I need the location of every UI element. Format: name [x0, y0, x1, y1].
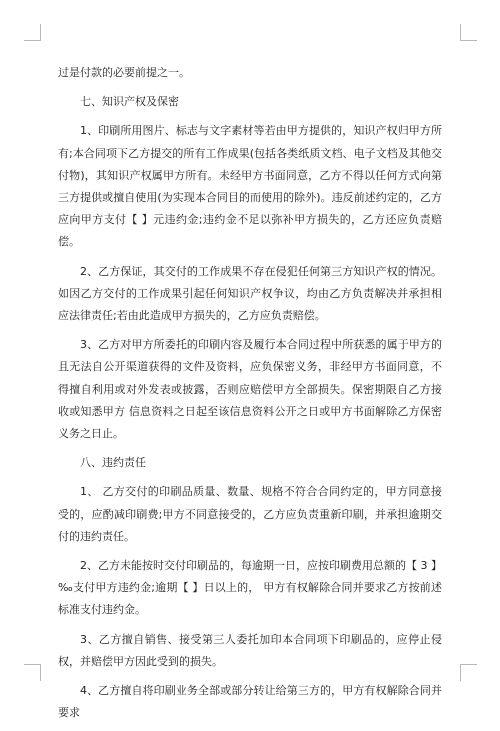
paragraph-ip-1: 1、印刷所用图片、标志与文字素材等若由甲方提供的，知识产权归甲方所有;本合同项下乙方提交的所有工作成果(包括各类纸质文档、电子文档及其他交付物)，其知识产权属甲方所有。未经甲方书面同意，乙方不得以任何方式向第三方提供或擅自使用(为实现本合同目的而使用的除外)。违反前述约定的，乙方应向甲方支付【 】元违约金;违约金不足以弥补甲方损失的，乙方还应负责赔偿。 [58, 124, 442, 249]
section-heading-liability: 八、违约责任 [80, 456, 146, 470]
paragraph-ip-3: 3、乙方对甲方所委托的印刷内容及履行本合同过程中所获悉的属于甲方的且无法自公开渠道获得的文件及资料，应负保密义务，非经甲方书面同意，不得擅自利用或对外发表或披露，否则应赔偿甲方全部损失。保密期限自乙方接收或知悉甲方 信息资料之日起至该信息资料公开之日或甲方书面解除乙方保密义务之日止。 [58, 338, 442, 441]
crop-mark-top-left [24, 24, 41, 41]
paragraph-liability-2: 2、乙方未能按时交付印刷品的，每逾期一日，应按印刷费用总额的【 3 】‰支付甲方违约金;逾期【 】日以上的， 甲方有权解除合同并要求乙方按前述标准支付违约金。 [58, 559, 442, 617]
crop-mark-bottom-right [460, 664, 477, 681]
crop-mark-bottom-left [24, 664, 41, 681]
paragraph-liability-4: 4、乙方擅自将印刷业务全部或部分转让给第三方的，甲方有权解除合同并要求 [58, 684, 442, 720]
paragraph-ip-2: 2、乙方保证，其交付的工作成果不存在侵犯任何第三方知识产权的情况。如因乙方交付的工作成果引起任何知识产权争议，均由乙方负责解决并承担相应法律责任;若由此造成甲方损失的，乙方应负责赔偿。 [58, 264, 442, 323]
crop-mark-top-right [460, 24, 477, 41]
paragraph-continued: 过是付款的必要前提之一。 [58, 66, 190, 79]
section-heading-ip: 七、知识产权及保密 [80, 95, 179, 109]
paragraph-liability-1: 1、 乙方交付的印刷品质量、数量、规格不符合合同约定的，甲方同意接受的，应酌减印刷费;甲方不同意接受的，乙方应负责重新印刷，并承担逾期交付的违约责任。 [58, 485, 442, 543]
paragraph-liability-3: 3、乙方擅自销售、接受第三人委托加印本合同项下印刷品的，应停止侵权，并赔偿甲方因此受到的损失。 [58, 632, 442, 668]
document-body [58, 62, 442, 731]
